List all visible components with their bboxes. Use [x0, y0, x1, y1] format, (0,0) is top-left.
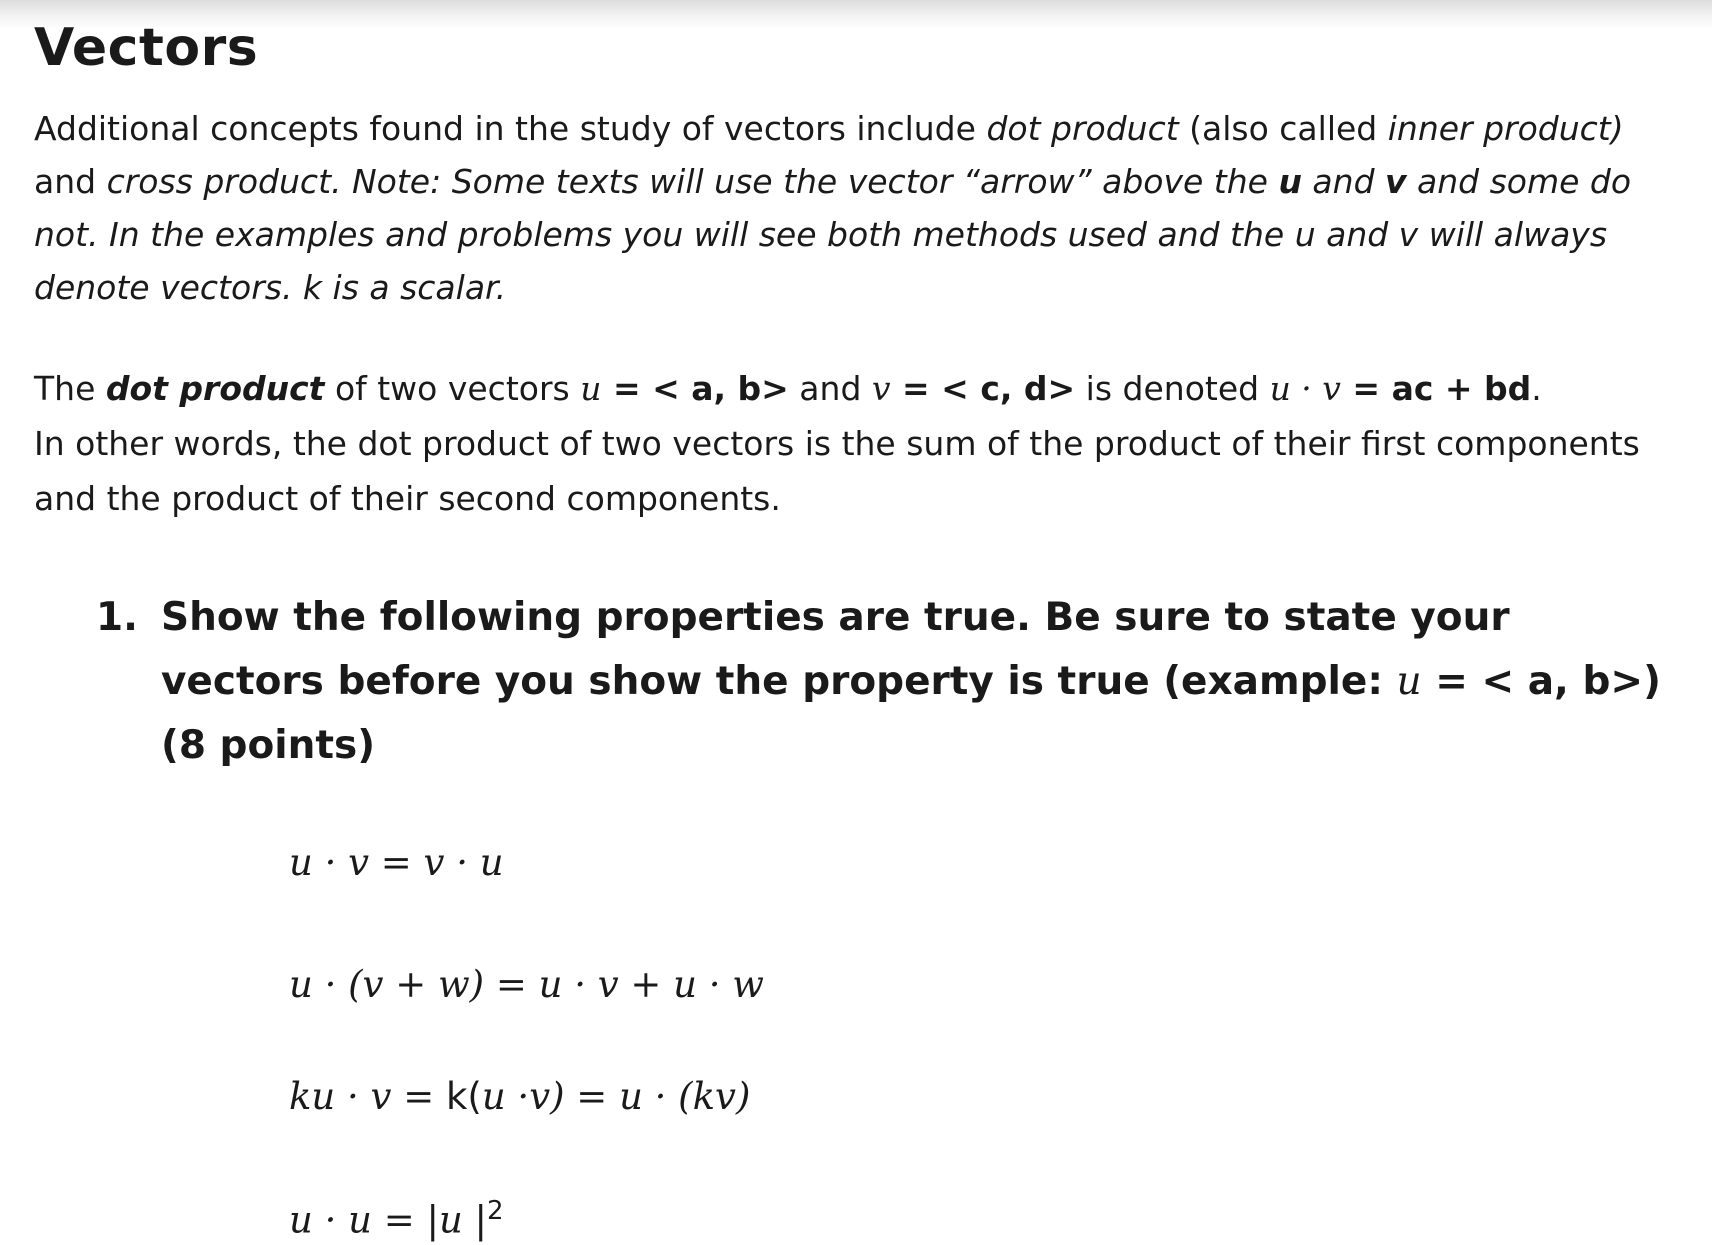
- problem-text-end: ) (8 points): [161, 659, 1661, 768]
- prop3-b: u ·v: [481, 1075, 551, 1118]
- problem-number: 1.: [96, 595, 138, 640]
- intro-text-2: (also called: [1178, 109, 1388, 148]
- inner-product-term: inner product): [1387, 109, 1624, 148]
- def-of-two: of two vectors: [324, 369, 581, 408]
- def-v-vec: = < c, d>: [890, 369, 1076, 408]
- intro-note: Note: Some texts will use the vector “arrow” above the: [341, 162, 1279, 201]
- prop4-u: u: [438, 1198, 463, 1242]
- intro-text-1: Additional concepts found in the study of vectors include: [34, 109, 987, 148]
- u-bold: u: [1278, 162, 1302, 201]
- problem-text: [161, 586, 1684, 778]
- prop3-k: k: [289, 1075, 312, 1118]
- properties-list: [289, 838, 1684, 1245]
- property-distributive: u · (v + w) = u · v + u · w: [289, 963, 764, 1006]
- document-page: [34, 16, 1684, 1245]
- def-term: dot product: [105, 369, 325, 408]
- prop4-bar2: |: [462, 1198, 488, 1242]
- problem-1: [96, 586, 1684, 778]
- def-explanation: In other words, the dot product of two vectors is the sum of the product of their first components and the product of their second components.: [34, 424, 1640, 518]
- prop3-a: u · v =: [311, 1075, 446, 1118]
- intro-note-end: and some do not. In the examples and problems you will see both methods used and the u and v will always denote vectors. k is a scalar.: [34, 162, 1632, 307]
- problem-example-vec: = < a, b>: [1421, 659, 1644, 704]
- property-magnitude: [289, 1186, 1684, 1245]
- def-and: and: [788, 369, 872, 408]
- v-bold: v: [1385, 162, 1407, 201]
- dot-product-term: dot product: [986, 109, 1179, 148]
- def-dot-expr: u · v: [1269, 369, 1341, 408]
- problem-example-var: u: [1396, 659, 1422, 704]
- prop4-bar: |: [426, 1198, 439, 1242]
- intro-and: and: [1301, 162, 1386, 201]
- prop4-exponent: 2: [487, 1196, 504, 1226]
- page-title: Vectors: [34, 18, 259, 78]
- prop4-a: u · u =: [289, 1198, 427, 1242]
- property-scalar: [289, 1072, 1684, 1122]
- def-result: = ac + bd: [1340, 369, 1532, 408]
- def-u-var: u: [580, 369, 602, 408]
- dot-product-definition: [34, 361, 1684, 526]
- property-commutative: u · v = v · u: [289, 841, 504, 884]
- def-period: .: [1531, 369, 1542, 408]
- intro-text-3: and: [34, 162, 107, 201]
- def-is-denoted: is denoted: [1075, 369, 1270, 408]
- def-v-var: v: [871, 369, 891, 408]
- prop3-c: ) = u · (kv): [550, 1075, 751, 1118]
- cross-product-term: cross product.: [106, 162, 342, 201]
- prop3-k2: k(: [445, 1075, 482, 1118]
- def-the: The: [34, 369, 106, 408]
- intro-paragraph: [34, 102, 1684, 314]
- def-u-vec: = < a, b>: [601, 369, 789, 408]
- problem-text-main: Show the following properties are true. Be sure to state your vectors before you show the property is true (example:: [161, 595, 1510, 704]
